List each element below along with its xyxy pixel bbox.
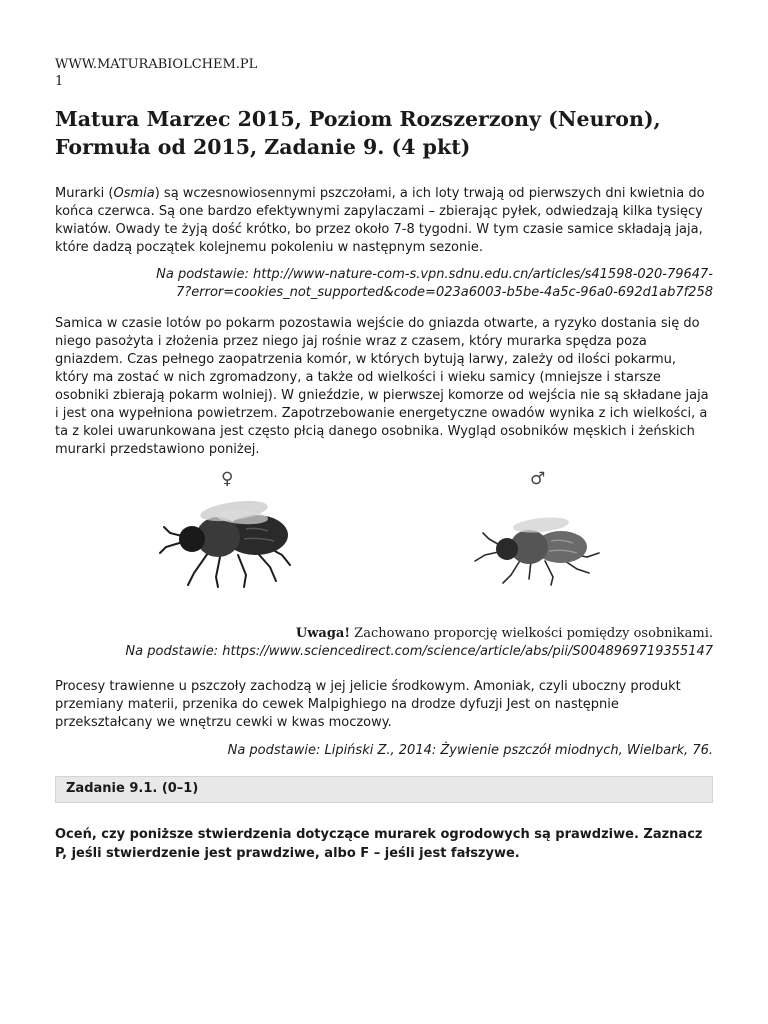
page-header bbox=[55, 56, 713, 90]
male-bee-image bbox=[473, 511, 603, 589]
bee-figure bbox=[55, 469, 713, 619]
source-1-line-2: 7?error=cookies_not_supported&code=023a6003-b5be-4a5c-96a0-692d1ab7f258 bbox=[176, 285, 713, 300]
title-line-1: Matura Marzec 2015, Poziom Rozszerzony (Neuron), bbox=[55, 107, 661, 131]
intro-text-before: Murarki ( bbox=[55, 186, 114, 201]
task-instruction: Oceń, czy poniższe stwierdzenia dotyczące murarek ogrodowych są prawdziwe. Zaznacz P, jeśli stwierdzenie jest prawdziwe, albo F – jeśli jest fałszywe. bbox=[55, 827, 703, 861]
intro-text-after: ) są wczesnowiosennymi pszczołami, a ich loty trwają od pierwszych dni kwietnia do końca czerwca. Są one bardzo efektywnymi zapylaczami – zbierając pyłek, odwiedzają kilka tysięcy kwiatów. Owady te żyją dość krótko, bo przez około 7-8 tygodni. W tym czasie samice składają jaja, które dadzą początek kolejnemu pokoleniu w następnym sezonie. bbox=[55, 186, 705, 255]
genus-name: Osmia bbox=[113, 186, 155, 201]
male-symbol: ♂ bbox=[530, 469, 546, 489]
intro-paragraph bbox=[55, 185, 713, 257]
note-text: Zachowano proporcję wielkości pomiędzy osobnikami. bbox=[350, 626, 713, 641]
title-line-2: Formuła od 2015, Zadanie 9. (4 pkt) bbox=[55, 135, 471, 159]
female-symbol: ♀ bbox=[221, 469, 234, 489]
document-page bbox=[55, 56, 713, 863]
source-citation-1 bbox=[55, 266, 713, 302]
site-url: WWW.MATURABIOLCHEM.PL bbox=[55, 57, 258, 72]
source-1-line-1: Na podstawie: http://www-nature-com-s.vpn.sdnu.edu.cn/articles/s41598-020-79647- bbox=[156, 267, 713, 282]
female-bee-image bbox=[158, 493, 298, 589]
nest-paragraph: Samica w czasie lotów po pokarm pozostawia wejście do gniazda otwarte, a ryzyko dostania się do niego pasożyta i złożenia przez niego jaj rośnie wraz z czasem, który murarka spędza poza gniazdem. Czas pełnego zaopatrzenia komór, w których bytują larwy, zależy od ilości pokarmu, który ma zostać w nich zgromadzony, a także od wielkości i wieku samicy (mniejsze i starsze osobniki zbierają pokarm wolniej). W gnieździe, w pierwszej komorze od wejścia nie są składane jaja i jest ona wypełniona powietrzem. Zapotrzebowanie energetyczne owadów wynika z ich wielkości, a ta z kolei uwarunkowana jest często płcią danego osobnika. Wygląd osobników męskich i żeńskich murarki przedstawiono poniżej. bbox=[55, 316, 709, 457]
size-note bbox=[55, 625, 713, 643]
source-citation-2: Na podstawie: https://www.sciencedirect.com/science/article/abs/pii/S0048969719355147 bbox=[125, 644, 713, 659]
page-title bbox=[55, 105, 713, 161]
page-number: 1 bbox=[55, 74, 64, 89]
note-label: Uwaga! bbox=[295, 626, 351, 641]
task-header: Zadanie 9.1. (0–1) bbox=[55, 776, 713, 803]
digestion-paragraph: Procesy trawienne u pszczoły zachodzą w jej jelicie środkowym. Amoniak, czyli uboczny produkt przemiany materii, przenika do cewek Malpighiego na drodze dyfuzji Jest on następnie przekształcany we wnętrzu cewki w kwas moczowy. bbox=[55, 679, 681, 730]
source-citation-3: Na podstawie: Lipiński Z., 2014: Żywienie pszczół miodnych, Wielbark, 76. bbox=[227, 743, 713, 758]
